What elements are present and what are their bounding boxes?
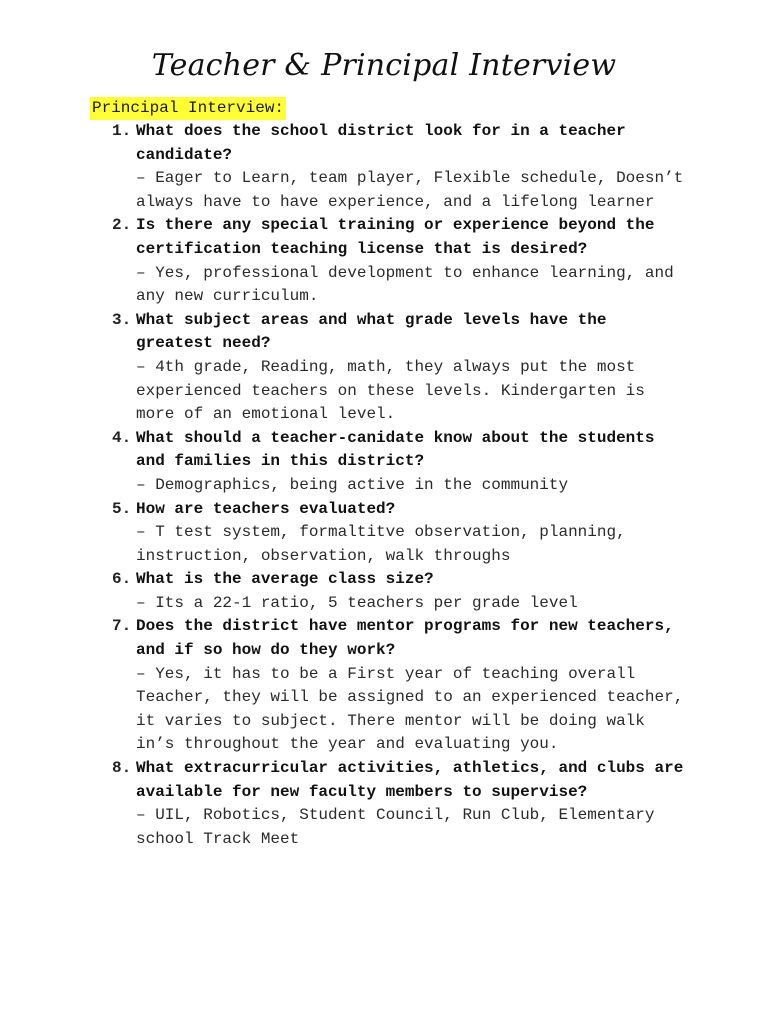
- question-text: Does the district have mentor programs for new teachers, and if so how do they work?: [136, 617, 674, 660]
- list-item: [112, 214, 692, 308]
- answer-text: – Its a 22-1 ratio, 5 teachers per grade level: [136, 593, 578, 612]
- item-number: 6.: [112, 570, 132, 589]
- answer-text: – Eager to Learn, team player, Flexible schedule, Doesn’t always have to have experience, and a lifelong learner: [136, 169, 684, 211]
- item-number: 2.: [112, 216, 132, 235]
- list-item: [112, 427, 692, 498]
- item-number: 5.: [112, 499, 132, 518]
- answer-text: – Demographics, being active in the community: [136, 475, 569, 494]
- list-item: [112, 757, 692, 851]
- list-item: [112, 568, 692, 615]
- item-number: 7.: [112, 617, 132, 636]
- page-title: Teacher & Principal Interview: [151, 48, 617, 83]
- list-item: [112, 309, 692, 427]
- question-text: What should a teacher-canidate know about the students and families in this district?: [136, 428, 655, 471]
- answer-text: – UIL, Robotics, Student Council, Run Club, Elementary school Track Meet: [136, 806, 655, 848]
- item-number: 3.: [112, 310, 132, 329]
- section-heading-highlighted: Principal Interview:: [90, 97, 286, 120]
- answer-text: – Yes, professional development to enhance learning, and any new curriculum.: [136, 263, 674, 306]
- item-number: 8.: [112, 759, 132, 778]
- question-text: How are teachers evaluated?: [136, 499, 396, 518]
- question-text: What extracurricular activities, athletics, and clubs are available for new faculty members to supervise?: [136, 759, 684, 801]
- question-text: Is there any special training or experience beyond the certification teaching license that is desired?: [136, 216, 655, 258]
- interview-question-list: [112, 120, 692, 851]
- question-text: What subject areas and what grade levels have the greatest need?: [136, 310, 607, 353]
- item-number: 4.: [112, 428, 132, 447]
- list-item: [112, 498, 692, 569]
- answer-text: – T test system, formaltitve observation, planning, instruction, observation, walk throughs: [136, 523, 626, 565]
- item-number: 1.: [112, 122, 132, 140]
- answer-text: – Yes, it has to be a First year of teaching overall Teacher, they will be assigned to an experienced teacher, it varies to subject. There mentor will be doing walk in’s throughout the year and evaluating you.: [136, 664, 684, 754]
- list-item: [112, 615, 692, 757]
- list-item: [112, 120, 692, 214]
- answer-text: – 4th grade, Reading, math, they always put the most experienced teachers on these levels. Kindergarten is more of an emotional level.: [136, 357, 645, 424]
- question-text: What is the average class size?: [136, 570, 434, 589]
- question-text: What does the school district look for in a teacher candidate?: [136, 122, 626, 164]
